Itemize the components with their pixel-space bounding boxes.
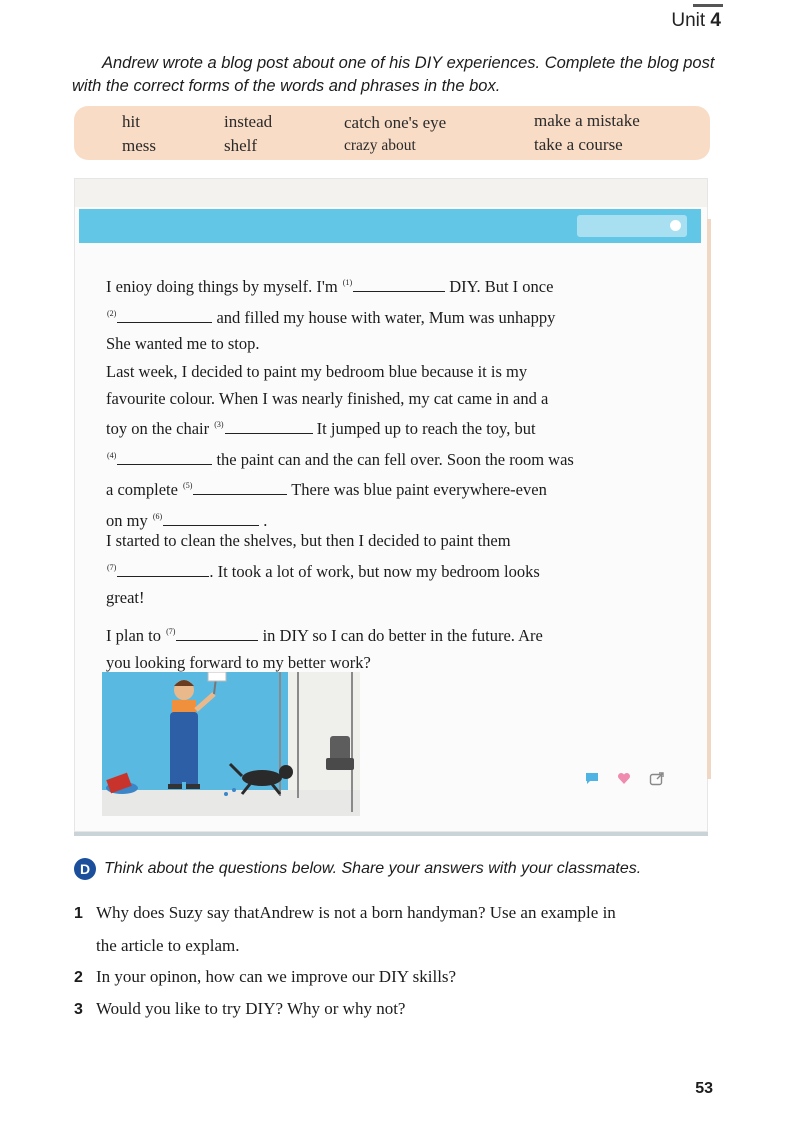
blog-text: Last week, I decided to paint my bedroom blue because it is my [106,362,528,381]
blog-text: a complete [106,480,178,499]
search-icon[interactable] [670,220,681,231]
unit-word: Unit [671,10,706,31]
blog-text: on my [106,510,148,530]
gap-blank-3[interactable] [225,417,313,434]
painting-scene-illustration [102,672,360,816]
question-text: Why does Suzy say thatAndrew is not a born handyman? Use an example in [96,903,616,922]
share-icon[interactable] [649,771,665,790]
blog-search-box[interactable] [577,215,687,237]
exercise-instructions [72,52,722,98]
blog-text: I plan to [106,626,161,645]
instructions-line-1: Andrew wrote a blog post about one of his DIY experiences. Complete the blog post [102,54,715,72]
blog-text: favourite colour. When I was nearly finished, my cat came in and a [106,388,549,408]
blog-banner [79,209,701,243]
word-box-item: take a course [534,135,623,154]
unit-header-bar [693,4,723,7]
heart-icon[interactable] [617,772,631,789]
blog-text: There was blue paint everywhere-even [291,480,547,499]
blog-text: toy on the chair [106,419,210,438]
word-box-item: catch one's eye [344,113,447,132]
blog-text: She wanted me to stop. [106,334,260,353]
blog-paragraph-2 [106,359,626,534]
unit-label [671,10,721,32]
unit-number: 4 [710,10,721,31]
blog-frame-top-bar [75,179,707,207]
question-3 [74,993,714,1026]
question-1 [74,897,714,962]
gap-number: (4) [107,450,117,460]
comment-icon[interactable] [585,772,599,789]
question-text: Would you like to try DIY? Why or why not? [96,999,406,1018]
blog-paragraph-1 [106,270,626,358]
blog-text: DIY. But I once [449,277,554,296]
instructions-line-2: with the correct forms of the words and phrases in the box. [72,77,501,95]
gap-blank-1[interactable] [353,275,445,292]
gap-number: (2) [107,308,117,318]
blog-text: It jumped up to reach the toy, but [316,419,536,438]
question-text-continued: the article to explam. [96,936,240,955]
word-box [74,106,710,160]
question-number: 3 [74,1001,83,1018]
blog-text: great! [106,588,145,607]
word-box-item: shelf [224,136,258,155]
gap-number: (1) [342,278,353,287]
blog-text: . [263,510,268,530]
blog-text: I enioy doing things by myself. I'm [106,277,338,296]
blog-paragraph-4 [106,619,626,676]
question-number: 1 [74,905,83,922]
word-box-item: mess [122,136,156,155]
blog-text: you looking forward to my better work? [106,652,371,672]
blog-text: the paint can and the can fell over. Soon the room was [216,449,574,469]
gap-blank-4[interactable] [117,448,212,465]
blog-paragraph-3 [106,528,626,612]
word-box-item: crazy about [344,137,416,154]
blog-text: . It took a lot of work, but now my bedroom looks [209,561,540,581]
blog-text: in DIY so I can do better in the future. Are [262,626,543,645]
gap-blank-7[interactable] [117,560,209,577]
word-box-item: make a mistake [534,111,640,130]
gap-number: (7) [166,627,176,636]
gap-number: (6) [152,511,163,521]
word-box-item: instead [224,112,273,131]
blog-side-strip [707,219,711,779]
page-number: 53 [695,1080,713,1097]
gap-blank-8[interactable] [176,624,258,641]
gap-blank-2[interactable] [117,306,212,323]
gap-number: (5) [183,481,193,490]
word-box-item: hit [122,112,140,131]
gap-blank-5[interactable] [193,478,287,495]
section-d-instruction [74,858,641,880]
gap-number: (3) [214,420,224,429]
question-text: In your opinon, how can we improve our DIY skills? [96,967,457,986]
gap-number: (7) [107,562,117,572]
blog-text: I started to clean the shelves, but then I decided to paint them [106,531,511,550]
section-d-badge: D [74,858,96,880]
question-2 [74,961,714,994]
section-d-text: Think about the questions below. Share your answers with your classmates. [104,860,642,878]
blog-text: and filled my house with water, Mum was unhappy [216,307,556,327]
gap-blank-6[interactable] [163,509,259,526]
blog-illustration [102,672,360,816]
question-number: 2 [74,969,83,986]
